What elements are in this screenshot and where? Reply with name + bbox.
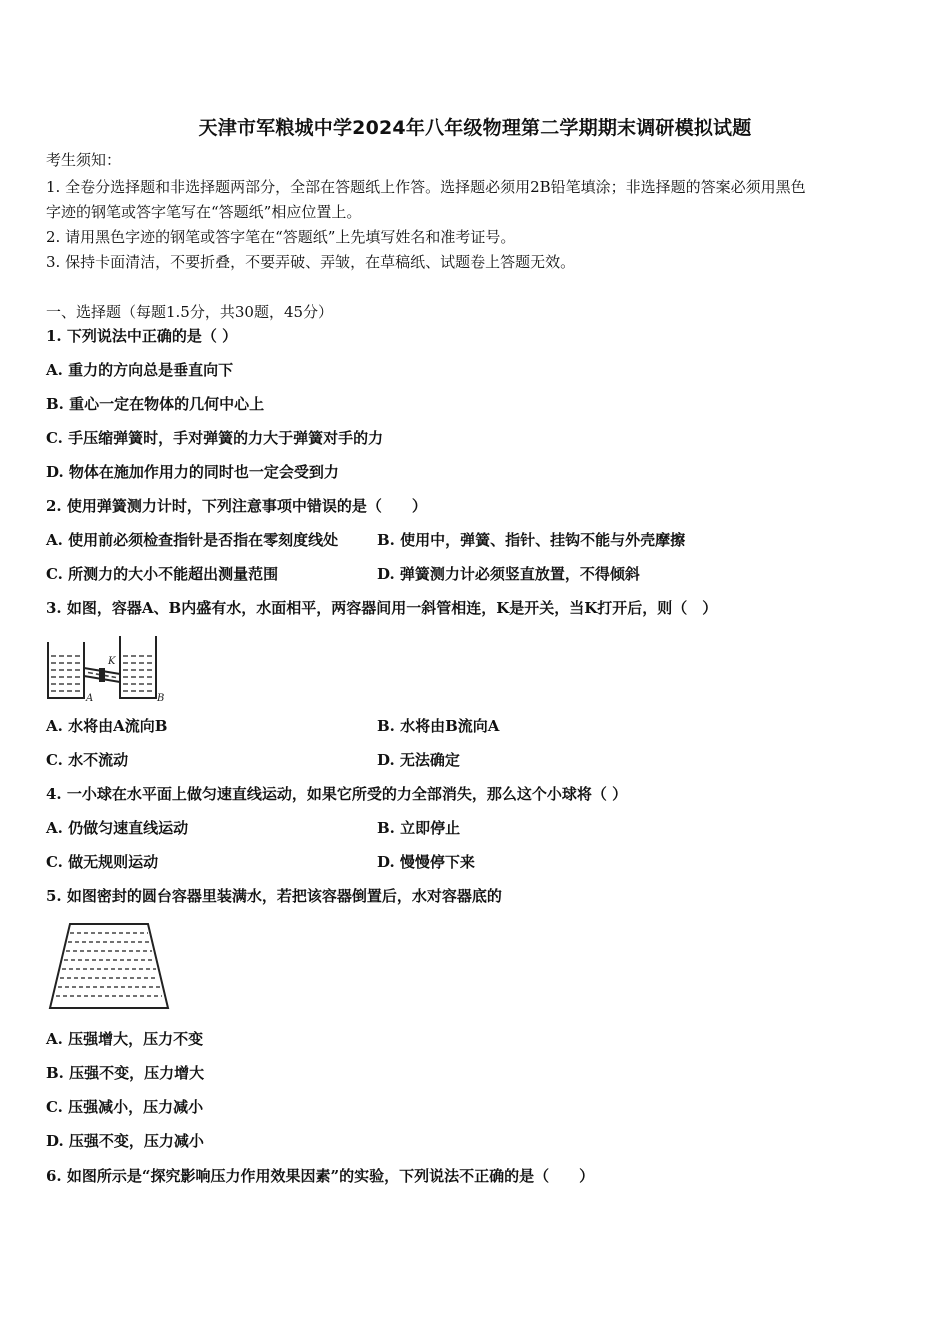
q1-option-c[interactable]: C. 手压缩弹簧时，手对弹簧的力大于弹簧对手的力 [46,429,384,447]
question-4-stem: 4. 一小球在水平面上做匀速直线运动，如果它所受的力全部消失，那么这个小球将（ ） [46,785,628,803]
notice-heading: 考生须知： [46,151,122,169]
q4-option-c[interactable]: C. 做无规则运动 [46,853,159,871]
question-2-stem: 2. 使用弹簧测力计时，下列注意事项中错误的是（ ） [46,497,427,515]
frustum-container-figure [46,920,172,1012]
section-heading: 一、选择题（每题1.5分，共30题，45分） [46,303,334,321]
q4-option-d[interactable]: D. 慢慢停下来 [377,853,475,871]
question-3-stem: 3. 如图，容器A、B内盛有水，水面相平，两容器间用一斜管相连，K是开关，当K打开后，则（ ） [46,599,718,617]
q1-option-d[interactable]: D. 物体在施加作用力的同时也一定会受到力 [46,463,339,481]
q4-option-a[interactable]: A. 仍做匀速直线运动 [46,819,189,837]
question-1-stem: 1. 下列说法中正确的是（ ） [46,327,238,345]
notice-item-2: 2. 请用黑色字迹的钢笔或答字笔在“答题纸”上先填写姓名和准考证号。 [46,228,516,246]
label-a: A [86,693,94,704]
q5-option-a[interactable]: A. 压强增大，压力不变 [46,1030,204,1048]
question-6-stem: 6. 如图所示是“探究影响压力作用效果因素”的实验，下列说法不正确的是（ ） [46,1167,595,1185]
q5-option-d[interactable]: D. 压强不变，压力减小 [46,1132,204,1150]
valve-k [99,668,105,682]
q2-option-b[interactable]: B. 使用中，弹簧、指针、挂钩不能与外壳摩擦 [377,531,686,549]
q5-option-b[interactable]: B. 压强不变，压力增大 [46,1064,205,1082]
q3-option-d[interactable]: D. 无法确定 [377,751,460,769]
q2-option-d[interactable]: D. 弹簧测力计必须竖直放置，不得倾斜 [377,565,640,583]
label-b: B [157,693,165,704]
q5-option-c[interactable]: C. 压强减小，压力减小 [46,1098,204,1116]
q1-option-b[interactable]: B. 重心一定在物体的几何中心上 [46,395,265,413]
notice-item-1-cont: 字迹的钢笔或答字笔写在“答题纸”相应位置上。 [46,203,362,221]
connected-containers-figure [44,634,166,704]
label-k: K [108,656,116,667]
q2-option-a[interactable]: A. 使用前必须检查指针是否指在零刻度线处 [46,531,339,549]
q3-option-b[interactable]: B. 水将由B流向A [377,717,500,735]
notice-item-1: 1. 全卷分选择题和非选择题两部分，全部在答题纸上作答。选择题必须用2B铅笔填涂；非选择题的答案必须用黑色 [46,178,806,196]
q2-option-c[interactable]: C. 所测力的大小不能超出测量范围 [46,565,279,583]
q4-option-b[interactable]: B. 立即停止 [377,819,461,837]
q1-option-a[interactable]: A. 重力的方向总是垂直向下 [46,361,234,379]
question-5-stem: 5. 如图密封的圆台容器里装满水，若把该容器倒置后，水对容器底的 [46,887,502,905]
q3-option-c[interactable]: C. 水不流动 [46,751,129,769]
notice-item-3: 3. 保持卡面清洁，不要折叠，不要弄破、弄皱，在草稿纸、试题卷上答题无效。 [46,253,576,271]
q3-option-a[interactable]: A. 水将由A流向B [46,717,168,735]
exam-title: 天津市军粮城中学2024年八年级物理第二学期期末调研模拟试题 [198,117,752,139]
